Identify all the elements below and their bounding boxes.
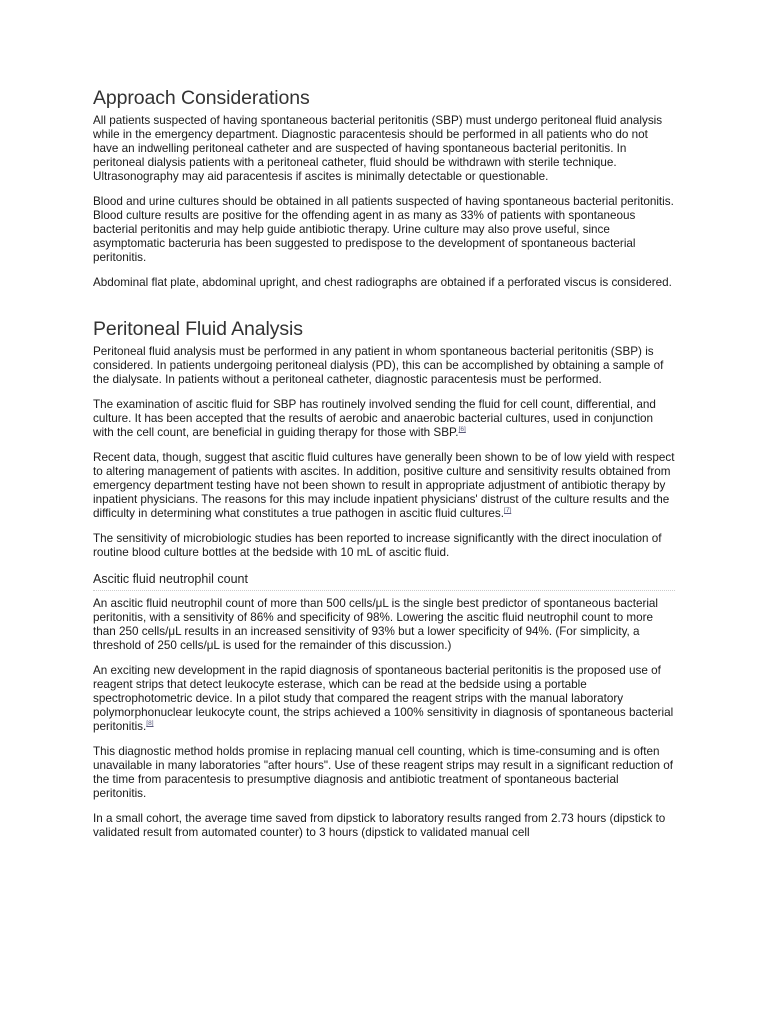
- section-heading-fluid-analysis: Peritoneal Fluid Analysis: [93, 318, 303, 340]
- subsection-heading-neutrophil-count: Ascitic fluid neutrophil count: [93, 571, 675, 591]
- paragraph-with-ref: [93, 398, 675, 440]
- paragraph: The sensitivity of microbiologic studies has been reported to increase significantly with the direct inoculation of routine blood culture bottles at the bedside with 10 mL of ascitic fluid.: [93, 532, 662, 559]
- section-heading-approach: Approach Considerations: [93, 87, 310, 109]
- paragraph: Abdominal flat plate, abdominal upright, and chest radiographs are obtained if a perforated viscus is considered.: [93, 276, 672, 289]
- paragraph: All patients suspected of having spontaneous bacterial peritonitis (SBP) must undergo peritoneal fluid analysis while in the emergency department. Diagnostic paracentesis should be performed in all patients who do not have an indwelling peritoneal catheter and are suspected of having spontaneous bacterial peritonitis. In peritoneal dialysis patients with a peritoneal catheter, fluid should be withdrawn with sterile technique. Ultrasonography may aid paracentesis if ascites is minimally detectable or questionable.: [93, 114, 663, 183]
- paragraph-text: Recent data, though, suggest that ascitic fluid cultures have generally been shown to be of low yield with respect to altering management of patients with ascites. In addition, positive culture and sensitivity results obtained from emergency department testing have not been shown to result in appropriate adjustment of antibiotic therapy by inpatient physicians. The reasons for this may include inpatient physicians' distrust of the culture results and the difficulty in determining what constitutes a true pathogen in ascitic fluid cultures.: [93, 451, 675, 520]
- paragraph: Blood and urine cultures should be obtained in all patients suspected of having spontaneous bacterial peritonitis. Blood culture results are positive for the offending agent in as many as 33% of patients with spontaneous bacterial peritonitis and may help guide antibiotic therapy. Urine culture may also prove useful, since asymptomatic bacteruria has been suggested to predispose to the development of spontaneous bacterial peritonitis.: [93, 195, 674, 264]
- paragraph: In a small cohort, the average time saved from dipstick to laboratory results ranged from 2.73 hours (dipstick to validated result from automated counter) to 3 hours (dipstick to validated manual cell: [93, 812, 666, 839]
- paragraph: An ascitic fluid neutrophil count of more than 500 cells/μL is the single best predictor of spontaneous bacterial peritonitis, with a sensitivity of 86% and specificity of 98%. Lowering the ascitic fluid neutrophil count to more than 250 cells/μL results in an increased sensitivity of 93% but a lower specificity of 94%. (For simplicity, a threshold of 250 cells/μL is used for the remainder of this discussion.): [93, 597, 659, 652]
- paragraph-text: The examination of ascitic fluid for SBP has routinely involved sending the fluid for cell count, differential, and culture. It has been accepted that the results of aerobic and anaerobic bacterial cultures, used in conjunction with the cell count, are beneficial in guiding therapy for those with SBP.: [93, 398, 656, 439]
- reference-link[interactable]: [8]: [146, 720, 154, 728]
- paragraph-text: An exciting new development in the rapid diagnosis of spontaneous bacterial peritonitis is the proposed use of reagent strips that detect leukocyte esterase, which can be read at the bedside using a portable spectrophotometric device. In a pilot study that compared the reagent strips with the manual laboratory polymorphonuclear leukocyte count, the strips achieved a 100% sensitivity in diagnosis of spontaneous bacterial peritonitis.: [93, 664, 674, 733]
- reference-link[interactable]: [6]: [458, 426, 466, 434]
- paragraph-with-ref: [93, 451, 675, 521]
- paragraph: Peritoneal fluid analysis must be performed in any patient in whom spontaneous bacterial peritonitis (SBP) is considered. In patients undergoing peritoneal dialysis (PD), this can be accomplished by obtaining a sample of the dialysate. In patients without a peritoneal catheter, diagnostic paracentesis must be performed.: [93, 345, 664, 386]
- reference-link[interactable]: [7]: [504, 507, 512, 515]
- paragraph: This diagnostic method holds promise in replacing manual cell counting, which is time-consuming and is often unavailable in many laboratories "after hours". Use of these reagent strips may result in a significant reduction of the time from paracentesis to presumptive diagnosis and antibiotic treatment of spontaneous bacterial peritonitis.: [93, 745, 673, 800]
- document-page: [93, 86, 675, 851]
- paragraph-with-ref: [93, 664, 675, 734]
